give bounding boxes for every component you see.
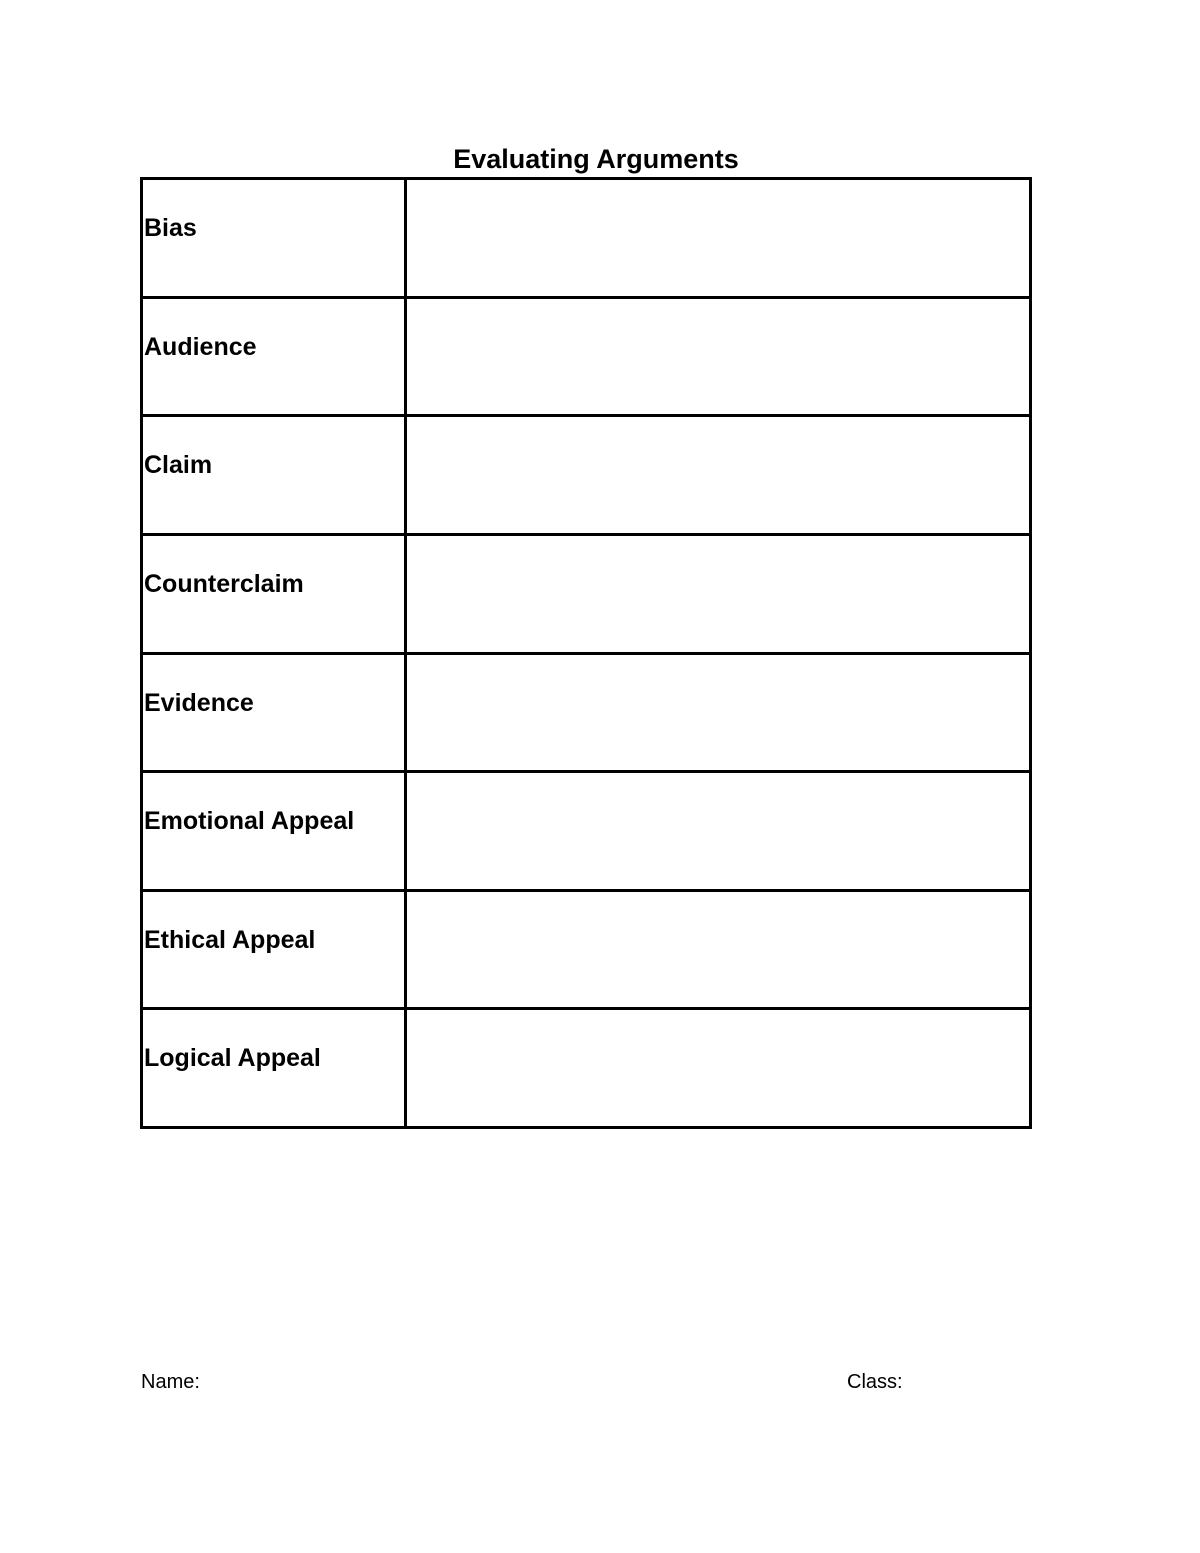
table-row [142,653,1031,772]
answer-cell-audience[interactable] [406,297,1031,416]
answer-cell-ethical-appeal[interactable] [406,890,1031,1009]
table-row [142,297,1031,416]
row-label-audience: Audience [144,332,257,361]
answer-cell-emotional-appeal[interactable] [406,772,1031,891]
row-label-cell [142,772,406,891]
row-label-logical-appeal: Logical Appeal [144,1044,321,1073]
table-row [142,1009,1031,1128]
answer-cell-claim[interactable] [406,416,1031,535]
row-label-cell [142,890,406,1009]
row-label-cell [142,179,406,298]
row-label-evidence: Evidence [144,688,254,717]
table-row [142,534,1031,653]
row-label-counterclaim: Counterclaim [144,569,304,598]
row-label-cell [142,416,406,535]
row-label-cell [142,534,406,653]
answer-cell-bias[interactable] [406,179,1031,298]
answer-cell-counterclaim[interactable] [406,534,1031,653]
class-field-label: Class: [847,1371,903,1393]
table-row [142,416,1031,535]
row-label-cell [142,1009,406,1128]
row-label-ethical-appeal: Ethical Appeal [144,925,316,954]
answer-cell-logical-appeal[interactable] [406,1009,1031,1128]
row-label-bias: Bias [144,214,197,242]
row-label-cell [142,653,406,772]
row-label-emotional-appeal: Emotional Appeal [144,807,355,836]
answer-cell-evidence[interactable] [406,653,1031,772]
table-row [142,179,1031,298]
row-label-claim: Claim [144,451,213,480]
evaluation-table [140,177,1032,1129]
table-row [142,890,1031,1009]
name-field-label: Name: [141,1371,200,1393]
table-row [142,772,1031,891]
row-label-cell [142,297,406,416]
page-title: Evaluating Arguments [453,144,739,174]
